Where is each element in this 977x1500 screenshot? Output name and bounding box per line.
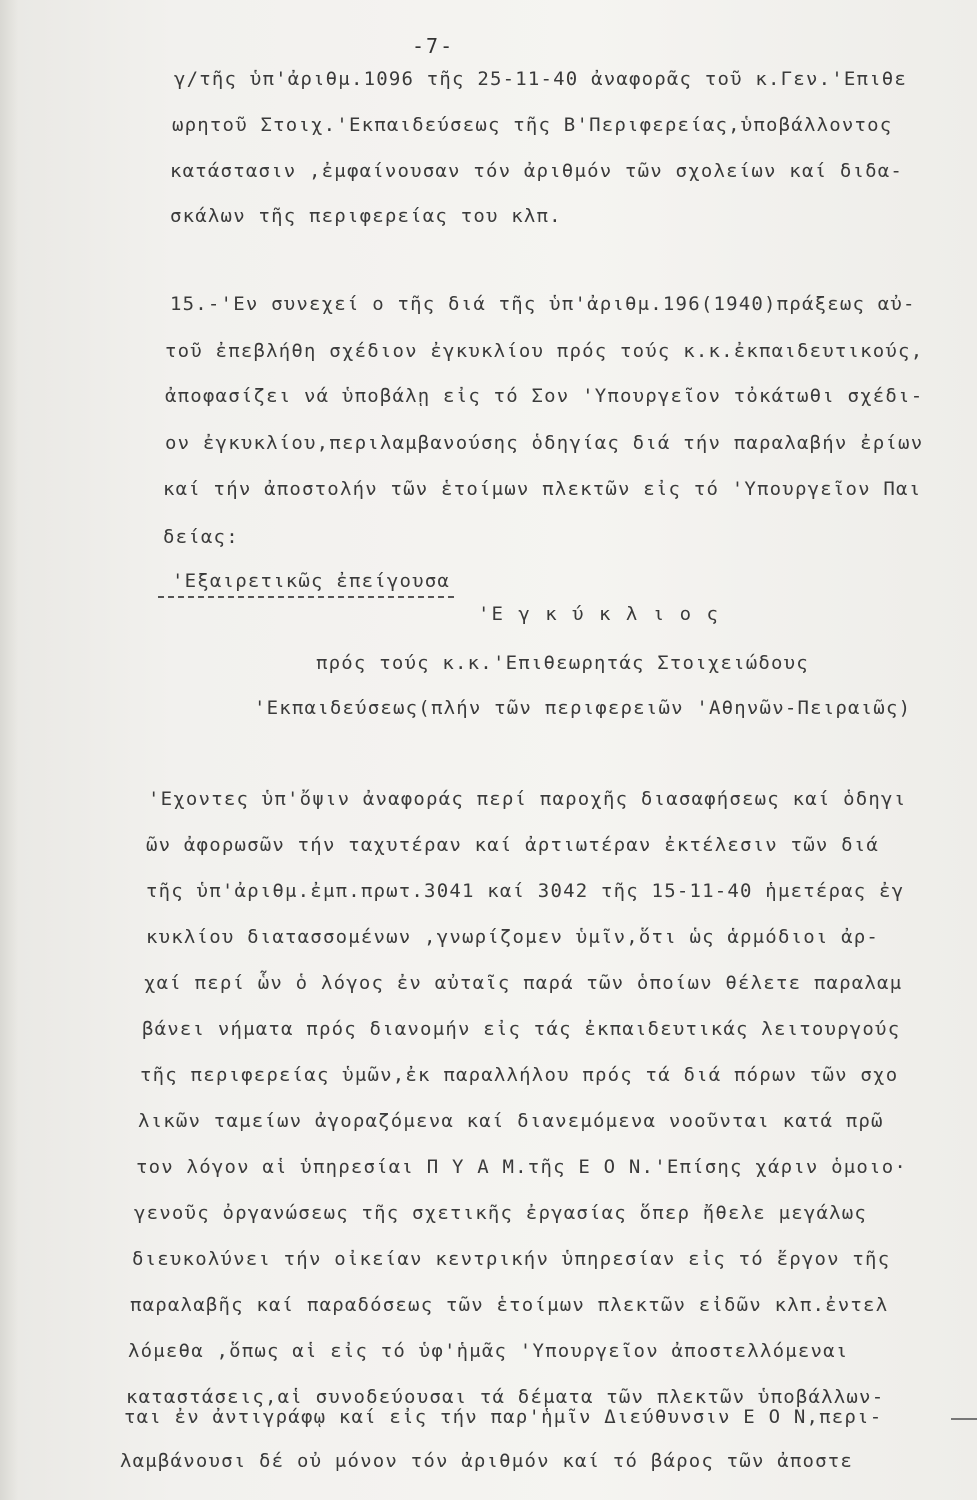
intro-line-2: ωρητοῦ Στοιχ.'Εκπαιδεύσεως τῆς Β'Περιφερείας,ὑποβάλλοντος: [172, 114, 893, 136]
body-line-13: λόμεθα ,ὅπως αἱ εἰς τό ὑφ'ἡμᾶς 'Υπουργεῖον ἀποστελλόμεναι: [128, 1340, 849, 1362]
circular-title: 'Ε γ κ ύ κ λ ι ο ς: [478, 603, 720, 625]
page-number: -7-: [412, 34, 455, 58]
intro-line-4: σκάλων τῆς περιφερείας του κλπ.: [170, 205, 562, 227]
margin-mark: [951, 1418, 977, 1420]
intro-line-3: κατάστασιν ,ἐμφαίνουσαν τόν ἀριθμόν τῶν σχολείων καί διδα-: [170, 160, 904, 182]
body-line-14: καταστάσεις,αἱ συνοδεύουσαι τά δέματα τῶν πλεκτῶν ὑποβάλλων-: [126, 1386, 885, 1408]
paragraph-15-line-6: δείας:: [163, 526, 239, 548]
scan-shadow-edge: [0, 0, 18, 1500]
paragraph-15-line-4: ον ἐγκυκλίου,περιλαμβανούσης ὁδηγίας διά τήν παραλαβήν ἐρίων: [165, 432, 924, 454]
body-line-5: χαί περί ὧν ὁ λόγος ἐν αὐταῖς παρά τῶν ὁποίων θέλετε παραλαμ: [144, 972, 903, 994]
circular-recipients-line-1: πρός τούς κ.κ.'Επιθεωρητάς Στοιχειώδους: [316, 652, 809, 674]
intro-line-1: γ/τῆς ὑπ'ἀριθμ.1096 τῆς 25-11-40 ἀναφορᾶς τοῦ κ.Γεν.'Επιθε: [174, 68, 908, 90]
paragraph-15-line-2: τοῦ ἐπεβλήθη σχέδιον ἐγκυκλίου πρός τούς κ.κ.ἐκπαιδευτικούς,: [165, 340, 924, 362]
body-line-16: λαμβάνουσι δέ οὐ μόνον τόν ἀριθμόν καί τό βάρος τῶν ἀποστε: [120, 1450, 854, 1472]
body-line-12: παραλαβῆς καί παραδόσεως τῶν ἑτοίμων πλεκτῶν εἰδῶν κλπ.ἐντελ: [130, 1294, 889, 1316]
body-line-7: τῆς περιφερείας ὑμῶν,ἐκ παραλλήλου πρός τά διά πόρων τῶν σχο: [140, 1064, 899, 1086]
body-line-2: ῶν ἀφορωσῶν τήν ταχυτέραν καί ἀρτιωτέραν ἐκτέλεσιν τῶν διά: [146, 834, 880, 856]
body-line-10: γενοῦς ὀργανώσεως τῆς σχετικῆς ἐργασίας ὅπερ ἤθελε μεγάλως: [134, 1202, 868, 1224]
body-line-11: διευκολύνει τήν οἰκείαν κεντρικήν ὑπηρεσίαν εἰς τό ἔργον τῆς: [132, 1248, 891, 1270]
paragraph-15-line-5: καί τήν ἀποστολήν τῶν ἑτοίμων πλεκτῶν εἰς τό 'Υπουργεῖον Παι: [163, 478, 922, 500]
paragraph-15-line-3: ἀποφασίζει νά ὑποβάλῃ εἰς τό Σον 'Υπουργεῖον τὀκάτωθι σχέδι-: [165, 385, 924, 407]
body-line-6: βάνει νήματα πρός διανομήν εἰς τάς ἐκπαιδευτικάς λειτουργούς: [142, 1018, 901, 1040]
urgency-underline: [158, 596, 454, 598]
body-line-9: τον λόγον αἱ ὑπηρεσίαι Π Υ Α Μ.τῆς Ε Ο Ν.'Επίσης χάριν ὁμοιο·: [136, 1156, 907, 1178]
urgency-heading: 'Εξαιρετικῶς ἐπείγουσα: [172, 570, 451, 592]
body-line-8: λικῶν ταμείων ἀγοραζόμενα καί διανεμόμενα νοοῦνται κατά πρῶ: [138, 1110, 884, 1132]
paragraph-15-line-1: 15.-'Εν συνεχεί ο τῆς διά τῆς ὑπ'ἀριθμ.196(1940)πράξεως αὐ-: [170, 293, 916, 315]
body-line-15: ται ἐν ἀντιγράφῳ καί εἰς τήν παρ'ἡμῖν Διεύθυνσιν Ε Ο Ν,περι-: [124, 1406, 883, 1428]
body-line-1: 'Εχοντες ὑπ'ὄψιν ἀναφοράς περί παροχῆς διασαφήσεως καί ὁδηγι: [148, 788, 907, 810]
body-line-3: τῆς ὑπ'ἀριθμ.ἐμπ.πρωτ.3041 καί 3042 τῆς 15-11-40 ἡμετέρας ἐγ: [146, 880, 905, 902]
circular-recipients-line-2: 'Εκπαιδεύσεως(πλήν τῶν περιφερειῶν 'Αθηνῶν-Πειραιῶς): [254, 697, 912, 719]
body-line-4: κυκλίου διατασσομένων ,γνωρίζομεν ὑμῖν,ὅτι ὡς ἁρμόδιοι ἀρ-: [146, 926, 880, 948]
